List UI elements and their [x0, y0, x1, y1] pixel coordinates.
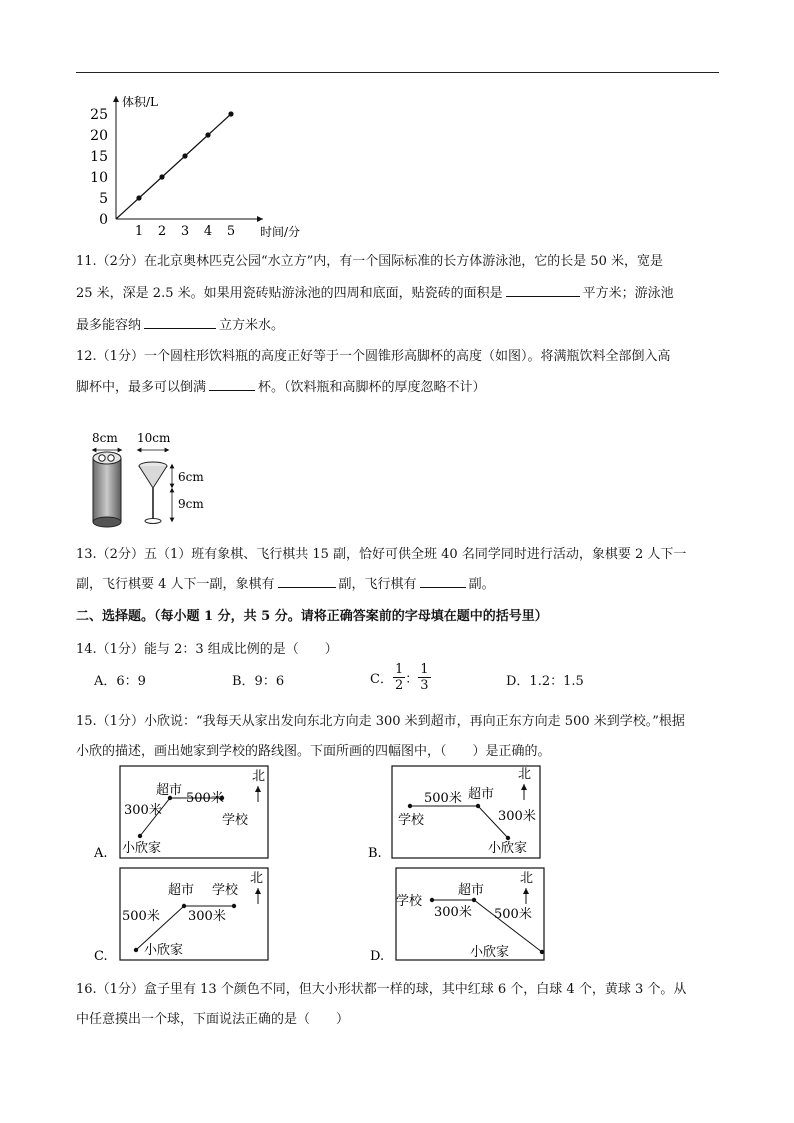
home-label: 小欣家	[470, 945, 510, 960]
y-tick-label: 0	[99, 212, 108, 228]
school-label: 学校	[398, 813, 425, 828]
q11-line1: 11.（2分）在北京奥林匹克公园“水立方”内，有一个国际标准的长方体游泳池，它的长是 50 米，宽是	[76, 254, 664, 269]
north-label: 北	[252, 769, 266, 784]
y-tick-label: 20	[90, 128, 108, 144]
q11-volume-blank[interactable]	[144, 314, 216, 329]
stem-height-label: 9cm	[178, 497, 204, 511]
route-map-c[interactable]	[94, 868, 268, 964]
x-tick-label: 3	[180, 224, 190, 237]
header-rule	[76, 72, 719, 73]
bottle-and-cup-figure	[86, 428, 226, 530]
q15-line1: 15.（1分）小欣说：“我每天从家出发向东北方向走 300 米到超市，再向正东方向走 500 米到学校。”根据	[76, 714, 685, 729]
cup-cone	[139, 466, 167, 488]
q13-line2-mid: 副，飞行棋有	[338, 577, 417, 592]
q11-line3-tail: 立方米水。	[219, 318, 285, 333]
y-tick-label: 5	[99, 191, 108, 207]
section-title: 二、选择题。（每小题 1 分，共 5 分。请将正确答案前的字母填在题中的括号里）	[76, 609, 548, 624]
q11-line3-text: 最多能容纳	[76, 318, 142, 333]
q15-line2: 小欣的描述，画出她家到学校的路线图。下面所画的四幅图中，（ ）是正确的。	[76, 744, 551, 759]
north-label: 北	[520, 871, 534, 886]
q12-cups-blank[interactable]	[209, 376, 255, 391]
market-label: 超市	[168, 883, 195, 898]
north-label: 北	[518, 767, 532, 782]
school-label: 学校	[212, 883, 239, 898]
home-label: 小欣家	[122, 841, 162, 856]
q13-line2	[76, 573, 495, 592]
bottle-bottom	[93, 517, 121, 527]
map-label-c: C.	[94, 949, 108, 964]
q13-chess-blank[interactable]	[278, 573, 336, 588]
x-tick-label: 1	[134, 224, 144, 237]
map-label-d: D.	[370, 949, 385, 964]
q16-line1: 16.（1分）盒子里有 13 个颜色不同，但大小形状都一样的球，其中红球 6 个，白球 4 个，黄球 3 个。从	[76, 982, 687, 997]
y-axis-label: 体积/L	[122, 95, 159, 109]
distance-300: 300米	[434, 905, 472, 920]
q14-stem: 14.（1分）能与 2：3 组成比例的是（ ）	[76, 642, 338, 657]
distance-500: 500米	[186, 791, 224, 806]
q11-line3	[76, 314, 284, 333]
bottle-body	[93, 458, 121, 522]
q14-option-b[interactable]: B．9：6	[232, 674, 285, 689]
fraction-half	[393, 662, 405, 693]
fraction-half-numerator: 1	[394, 662, 404, 677]
volume-time-chart	[88, 92, 318, 237]
x-axis-label: 时间/分	[260, 225, 301, 237]
market-label: 超市	[468, 787, 495, 802]
home-label: 小欣家	[144, 943, 184, 958]
q11-area-blank[interactable]	[506, 282, 580, 297]
data-point	[228, 111, 233, 116]
x-tick-label: 4	[203, 224, 213, 237]
q14-option-d[interactable]: D．1.2：1.5	[506, 674, 584, 689]
data-point	[136, 195, 141, 200]
north-label: 北	[250, 871, 264, 886]
data-point	[159, 174, 164, 179]
x-tick-label: 2	[157, 224, 167, 237]
market-label: 超市	[156, 783, 183, 798]
distance-500: 500米	[424, 791, 462, 806]
q11-line2-tail: 平方米；游泳池	[582, 286, 674, 301]
school-label: 学校	[222, 813, 249, 828]
bottle-width-label: 8cm	[92, 431, 118, 445]
y-tick-label: 15	[90, 149, 108, 165]
q13-line2-text: 副，飞行棋要 4 人下一副，象棋有	[76, 577, 275, 592]
bottle-cap-right	[108, 455, 114, 461]
school-label: 学校	[396, 894, 423, 909]
q13-line2-tail: 副。	[468, 577, 495, 592]
market-label: 超市	[458, 883, 485, 898]
fraction-half-denominator: 2	[394, 678, 404, 693]
cup-width-label: 10cm	[137, 431, 171, 445]
cone-height-label: 6cm	[178, 470, 204, 484]
q14-option-c-colon: ：	[405, 672, 419, 687]
bottle-top	[93, 452, 121, 464]
map-label-a: A.	[94, 846, 108, 861]
route-maps	[94, 764, 744, 970]
bottle-cap-left	[99, 455, 105, 461]
data-point	[205, 132, 210, 137]
home-label: 小欣家	[488, 841, 528, 856]
q11-line2-text: 25 米，深是 2.5 米。如果用瓷砖贴游泳池的四周和底面，贴瓷砖的面积是	[76, 286, 503, 301]
q14-option-a[interactable]: A．6：9	[94, 674, 146, 689]
distance-500: 500米	[494, 907, 532, 922]
fraction-third	[418, 662, 430, 693]
q13-line1: 13.（2分）五（1）班有象棋、飞行棋共 15 副，恰好可供全班 40 名同学同时进行活动，象棋要 2 人下一	[76, 547, 687, 562]
q16-line2: 中任意摸出一个球，下面说法正确的是（ ）	[76, 1012, 350, 1027]
y-tick-label: 25	[90, 107, 108, 123]
cup-base	[145, 519, 161, 524]
q12-line2-text: 脚杯中，最多可以倒满	[76, 380, 207, 395]
data-point	[182, 153, 187, 158]
distance-300: 300米	[498, 809, 536, 824]
distance-500: 500米	[122, 909, 160, 924]
q12-line2	[76, 376, 486, 395]
fraction-third-numerator: 1	[420, 662, 429, 677]
fraction-third-denominator: 3	[420, 678, 429, 693]
q14-option-c[interactable]	[370, 662, 431, 693]
route-map-b[interactable]	[368, 766, 540, 861]
q14-option-c-label: C．	[370, 672, 393, 687]
distance-300: 300米	[188, 909, 226, 924]
q12-line1: 12.（1分）一个圆柱形饮料瓶的高度正好等于一个圆锥形高脚杯的高度（如图）。将满瓶饮料全部倒入高	[76, 349, 671, 364]
y-tick-label: 10	[90, 170, 108, 186]
q12-line2-tail: 杯。（饮料瓶和高脚杯的厚度忽略不计）	[258, 380, 486, 395]
q13-flight-blank[interactable]	[420, 573, 466, 588]
map-label-b: B.	[368, 846, 382, 861]
distance-300: 300米	[124, 803, 162, 818]
x-tick-label: 5	[226, 224, 236, 237]
route-line	[410, 806, 508, 838]
q11-line2	[76, 282, 674, 301]
route-map-a[interactable]	[94, 766, 268, 861]
series-line	[116, 114, 231, 219]
route-map-d[interactable]	[370, 868, 544, 964]
